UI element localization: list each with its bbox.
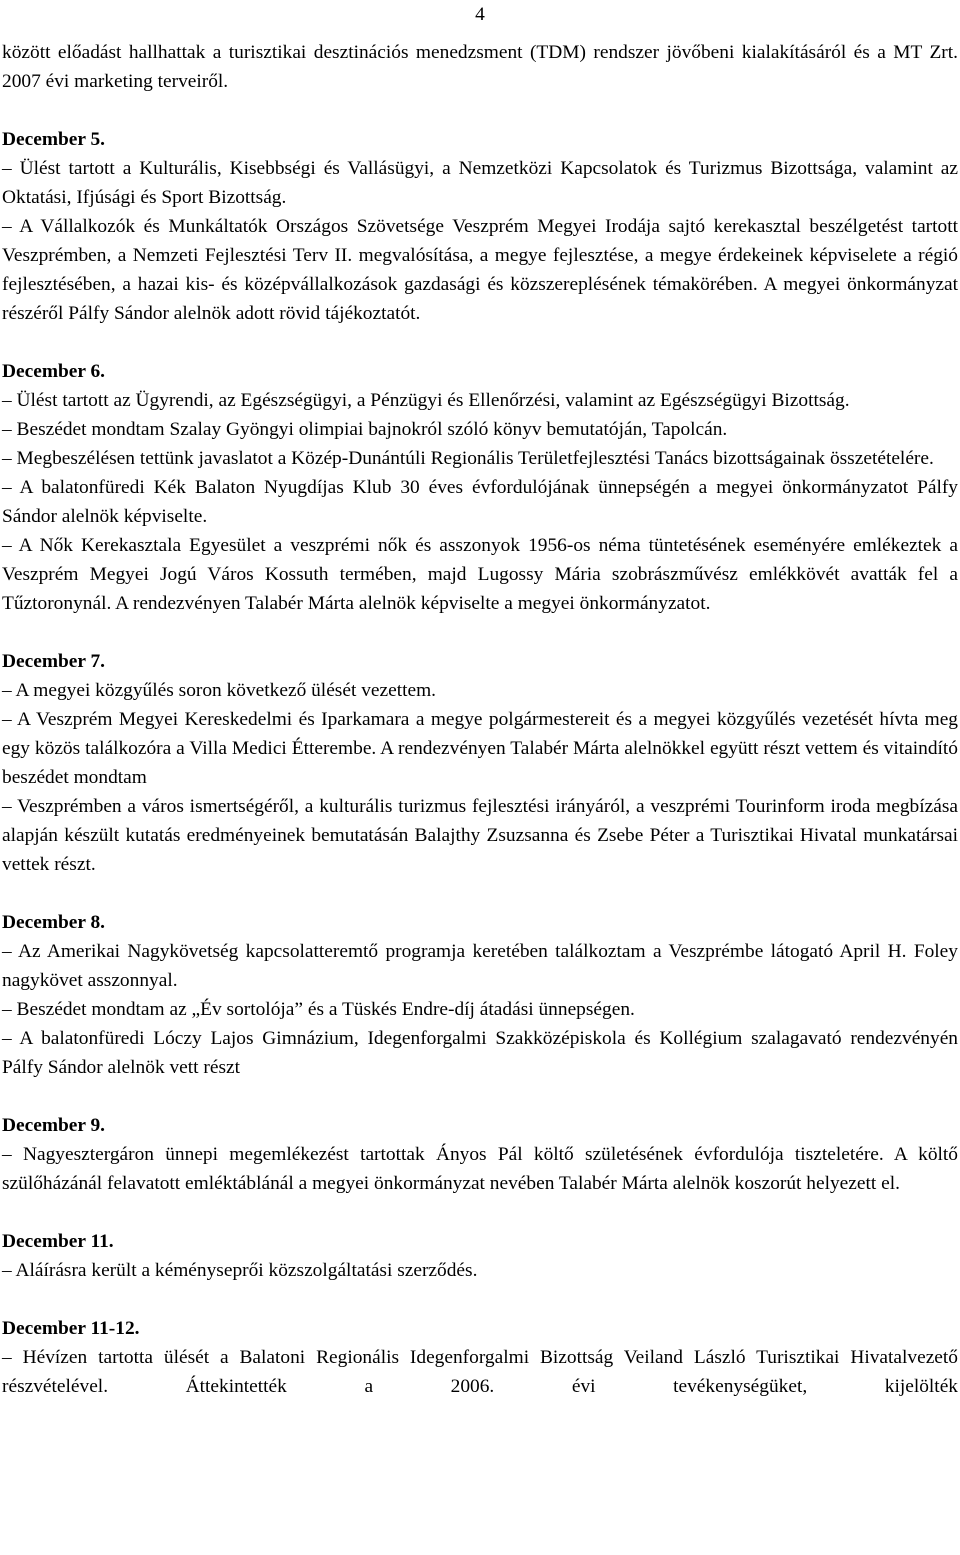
list-item: – Aláírásra került a kéményseprői közszolgáltatási szerződés. bbox=[2, 1260, 478, 1281]
list-item: – A Nők Kerekasztala Egyesület a veszprémi nők és asszonyok 1956-os néma tüntetésének eseményére emlékeztek a Veszprém Megyei Jogú Város Kossuth termében, majd Lugossy Mária szobrászművész emlékkövét avatták fel a Tűztoronynál. A rendezvényen Talabér Márta alelnök képviselte a megyei önkormányzatot. bbox=[2, 535, 958, 614]
list-item: – Az Amerikai Nagykövetség kapcsolatteremtő programja keretében találkoztam a Veszprémbe látogató April H. Foley nagykövet asszonnyal. bbox=[2, 941, 958, 991]
list-item: – A Vállalkozók és Munkáltatók Országos Szövetsége Veszprém Megyei Irodája sajtó kerekasztal beszélgetést tartott Veszprémben, a Nemzeti Fejlesztési Terv II. megvalósítása, a megye fejlesztése, a megye érdekeinek képviselete a régió fejlesztésében, a hazai kis- és középvállalkozások gazdasági és közszereplésének témakörében. A megyei önkormányzat részéről Pálfy Sándor alelnök adott rövid tájékoztatót. bbox=[2, 216, 958, 324]
section-december-7 bbox=[2, 647, 958, 879]
intro-paragraph: között előadást hallhattak a turisztikai desztinációs menedzsment (TDM) rendszer jövőbeni kialakításáról és a MT Zrt. 2007 évi marketing terveiről. bbox=[2, 42, 958, 92]
page-number: 4 bbox=[475, 4, 485, 25]
list-item: – A balatonfüredi Lóczy Lajos Gimnázium, Idegenforgalmi Szakközépiskola és Kollégium szalagavató rendezvényén Pálfy Sándor alelnök vett részt bbox=[2, 1028, 958, 1078]
section-december-8 bbox=[2, 908, 958, 1082]
section-gap bbox=[2, 96, 958, 125]
section-december-11-12 bbox=[2, 1314, 958, 1401]
section-december-6 bbox=[2, 357, 958, 618]
section-date: December 9. bbox=[2, 1115, 106, 1136]
list-item: – Nagyesztergáron ünnepi megemlékezést tartottak Ányos Pál költő születésének évfordulója tiszteletére. A költő szülőházánál felavatott emléktáblánál a megyei önkormányzat nevében Talabér Márta alelnök koszorút helyezett el. bbox=[2, 1144, 958, 1194]
list-item: – Megbeszélésen tettünk javaslatot a Közép-Dunántúli Regionális Területfejlesztési Tanács bizottságainak összetételére. bbox=[2, 448, 934, 469]
section-december-5 bbox=[2, 125, 958, 328]
section-date: December 8. bbox=[2, 912, 106, 933]
list-item: – A megyei közgyűlés soron következő ülését vezettem. bbox=[2, 680, 437, 701]
section-gap bbox=[2, 328, 958, 357]
section-gap bbox=[2, 618, 958, 647]
list-item: – Veszprémben a város ismertségéről, a kulturális turizmus fejlesztési irányáról, a veszprémi Tourinform iroda megbízása alapján készült kutatás eredményeinek bemutatásán Balajthy Zsuzsanna és Zsebe Péter a Turisztikai Hivatal munkatársai vettek részt. bbox=[2, 796, 958, 875]
list-item: – Beszédet mondtam Szalay Gyöngyi olimpiai bajnokról szóló könyv bemutatóján, Tapolcán. bbox=[2, 419, 728, 440]
list-item: – Hévízen tartotta ülését a Balatoni Regionális Idegenforgalmi Bizottság Veiland László Turisztikai Hivatalvezető részvételével. Áttekintették a 2006. évi tevékenységüket, kijelölték bbox=[2, 1347, 958, 1397]
section-gap bbox=[2, 1285, 958, 1314]
list-item: – A Veszprém Megyei Kereskedelmi és Iparkamara a megye polgármestereit és a megyei közgyűlés vezetését hívta meg egy közös találkozóra a Villa Medici Étterembe. A rendezvényen Talabér Márta alelnökkel együtt részt vettem és vitaindító beszédet mondtam bbox=[2, 709, 958, 788]
list-item: – A balatonfüredi Kék Balaton Nyugdíjas Klub 30 éves évfordulójának ünnepségén a megyei önkormányzatot Pálfy Sándor alelnök képviselte. bbox=[2, 477, 958, 527]
document-body bbox=[2, 38, 958, 1401]
section-december-11 bbox=[2, 1227, 958, 1285]
section-date: December 5. bbox=[2, 129, 106, 150]
section-date: December 11. bbox=[2, 1231, 114, 1252]
section-gap bbox=[2, 1082, 958, 1111]
section-gap bbox=[2, 879, 958, 908]
section-gap bbox=[2, 1198, 958, 1227]
section-date: December 11-12. bbox=[2, 1318, 140, 1339]
list-item: – Ülést tartott a Kulturális, Kisebbségi és Vallásügyi, a Nemzetközi Kapcsolatok és Turizmus Bizottsága, valamint az Oktatási, Ifjúsági és Sport Bizottság. bbox=[2, 158, 958, 208]
list-item: – Ülést tartott az Ügyrendi, az Egészségügyi, a Pénzügyi és Ellenőrzési, valamint az Egészségügyi Bizottság. bbox=[2, 390, 850, 411]
section-december-9 bbox=[2, 1111, 958, 1198]
section-date: December 6. bbox=[2, 361, 106, 382]
section-date: December 7. bbox=[2, 651, 106, 672]
list-item: – Beszédet mondtam az „Év sortolója” és a Tüskés Endre-díj átadási ünnepségen. bbox=[2, 999, 635, 1020]
